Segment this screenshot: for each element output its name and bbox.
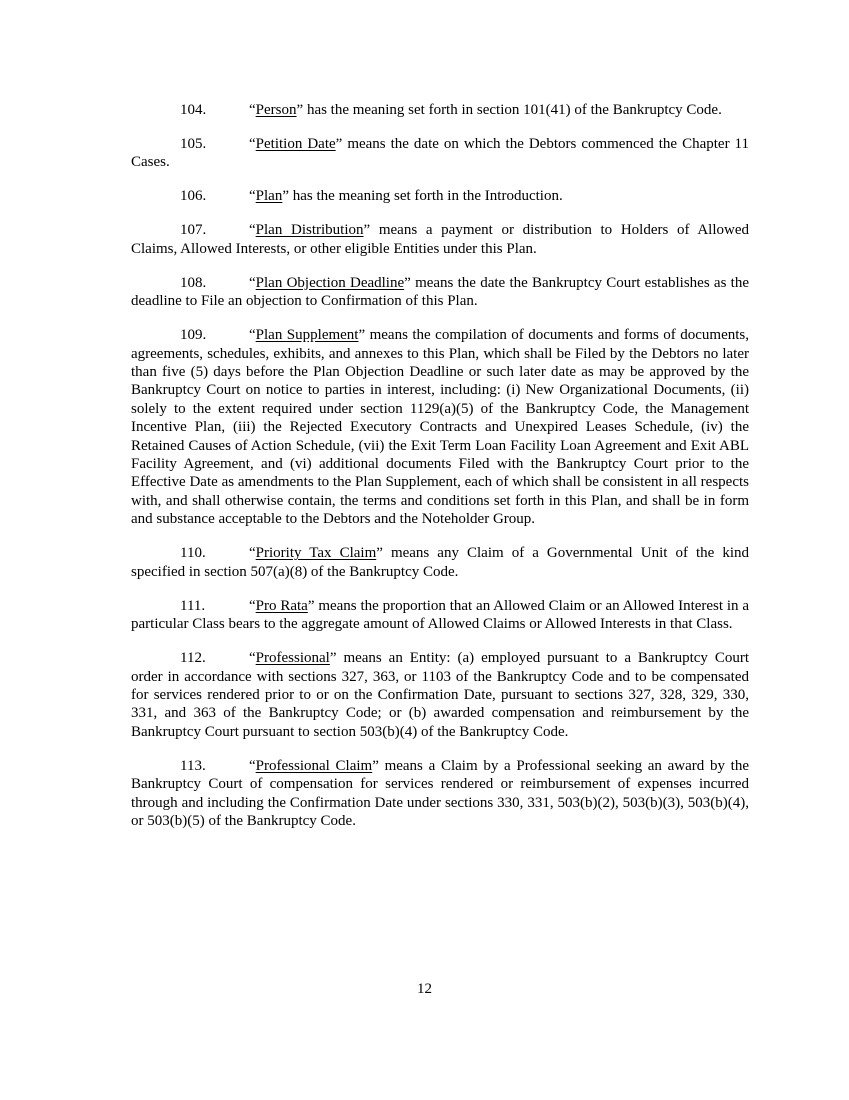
definition-text: means a payment or distribution to Holders of Allowed Claims, Allowed Interests, or other eligible Entities under this Plan. bbox=[131, 222, 749, 257]
definition-number: 111. bbox=[180, 597, 206, 614]
definition-number: 113. bbox=[180, 757, 206, 774]
defined-term: Plan Objection Deadline bbox=[255, 274, 405, 291]
definition-text: means the compilation of documents and forms of documents, agreements, schedules, exhibits, and annexes to this Plan, which shall be Filed by the Debtors no later than five (5) days before the Plan Objection Deadline or such later date as may be approved by the Bankruptcy Court on notice to parties in interest, including: (i) New Organizational Documents, (ii) solely to the extent required under section 1129(a)(5) of the Bankruptcy Code, the Management Incentive Plan, (iii) the Rejected Executory Contracts and Unexpired Leases Schedule, (iv) the Retained Causes of Action Schedule, (vii) the Exit Term Loan Facility Loan Agreement and Exit ABL Facility Agreement, and (vi) additional documents Filed with the Bankruptcy Court prior to the Effective Date as amendments to the Plan Supplement, each of which shall be consistent in all respects with, and shall otherwise contain, the terms and conditions set forth in this Plan, and shall be in form and substance acceptable to the Debtors and the Noteholder Group. bbox=[131, 327, 749, 528]
definition-text: means the date the Bankruptcy Court establishes as the deadline to File an objection to Confirmation of this Plan. bbox=[131, 274, 749, 310]
definition-112: 112. “Professional” means an Entity: (a) employed pursuant to a Bankruptcy Court order in accordance with sections 327, 363, or 1103 of the Bankruptcy Code and to be compensated for services rendered prior to or on the Confirmation Date, pursuant to sections 327, 328, 329, 330, 331, and 363 of the Bankruptcy Code; or (b) awarded compensation and reimbursement by the Bankruptcy Court pursuant to section 503(b)(4) of the Bankruptcy Code. bbox=[131, 650, 749, 740]
definition-108: 108. “Plan Objection Deadline” means the date the Bankruptcy Court establishes as the deadline to File an objection to Confirmation of this Plan. bbox=[131, 274, 749, 310]
defined-term: Plan Supplement bbox=[255, 327, 359, 344]
definition-number: 106. bbox=[180, 188, 207, 205]
definition-number: 109. bbox=[180, 327, 207, 344]
definition-104: 104. “Person” has the meaning set forth in section 101(41) of the Bankruptcy Code. bbox=[180, 102, 722, 118]
definition-109: 109. “Plan Supplement” means the compilation of documents and forms of documents, agreements, schedules, exhibits, and annexes to this Plan, which shall be Filed by the Debtors no later than five (5) days before the Plan Objection Deadline or such later date as may be approved by the Bankruptcy Court on notice to parties in interest, including: (i) New Organizational Documents, (ii) solely to the extent required under section 1129(a)(5) of the Bankruptcy Code, the Management Incentive Plan, (iii) the Rejected Executory Contracts and Unexpired Leases Schedule, (iv) the Retained Causes of Action Schedule, (vii) the Exit Term Loan Facility Loan Agreement and Exit ABL Facility Agreement, and (vi) additional documents Filed with the Bankruptcy Court prior to the Effective Date as amendments to the Plan Supplement, each of which shall be consistent in all respects with, and shall otherwise contain, the terms and conditions set forth in this Plan, and shall be in form and substance acceptable to the Debtors and the Noteholder Group. bbox=[131, 327, 749, 528]
definition-text: means a Claim by a Professional seeking an award by the Bankruptcy Court of compensation for services rendered or reimbursement of expenses incurred through and including the Confirmation Date under sections 330, 331, 503(b)(2), 503(b)(3), 503(b)(4), or 503(b)(5) of the Bankruptcy Code. bbox=[131, 757, 750, 829]
definition-113: 113. “Professional Claim” means a Claim by a Professional seeking an award by the Bankruptcy Court of compensation for services rendered or reimbursement of expenses incurred through and including the Confirmation Date under sections 330, 331, 503(b)(2), 503(b)(3), 503(b)(4), or 503(b)(5) of the Bankruptcy Code. bbox=[131, 757, 750, 829]
definition-text: means the date on which the Debtors commenced the Chapter 11 Cases. bbox=[131, 136, 749, 171]
definition-text: has the meaning set forth in section 101(41) of the Bankruptcy Code. bbox=[306, 102, 722, 118]
definition-number: 105. bbox=[180, 136, 207, 152]
document-body bbox=[131, 101, 749, 846]
defined-term: Person bbox=[255, 102, 297, 118]
defined-term: Priority Tax Claim bbox=[255, 545, 377, 562]
defined-term: Plan Distribution bbox=[255, 222, 364, 239]
definition-text: has the meaning set forth in the Introduction. bbox=[292, 188, 563, 205]
defined-term: Petition Date bbox=[255, 136, 336, 152]
definition-number: 104. bbox=[180, 102, 207, 118]
defined-term: Plan bbox=[255, 188, 283, 205]
definition-number: 108. bbox=[180, 274, 207, 291]
definition-number: 110. bbox=[180, 545, 206, 562]
definition-105: 105. “Petition Date” means the date on which the Debtors commenced the Chapter 11 Cases. bbox=[131, 136, 749, 171]
definition-number: 107. bbox=[180, 222, 207, 239]
definition-number: 112. bbox=[180, 650, 206, 667]
definition-107: 107. “Plan Distribution” means a payment or distribution to Holders of Allowed Claims, Allowed Interests, or other eligible Entities under this Plan. bbox=[131, 222, 749, 257]
definition-text: means any Claim of a Governmental Unit of the kind specified in section 507(a)(8) of the Bankruptcy Code. bbox=[131, 545, 749, 580]
page-number: 12 bbox=[417, 981, 432, 997]
definition-111: 111. “Pro Rata” means the proportion that an Allowed Claim or an Allowed Interest in a particular Class bears to the aggregate amount of Allowed Claims or Allowed Interests in that Class. bbox=[131, 597, 750, 633]
defined-term: Professional bbox=[255, 650, 330, 667]
definition-106: 106. “Plan” has the meaning set forth in the Introduction. bbox=[180, 188, 563, 205]
definition-text: means the proportion that an Allowed Claim or an Allowed Interest in a particular Class bears to the aggregate amount of Allowed Claims or Allowed Interests in that Class. bbox=[131, 597, 750, 633]
defined-term: Pro Rata bbox=[255, 597, 308, 614]
defined-term: Professional Claim bbox=[255, 757, 373, 774]
definition-110: 110. “Priority Tax Claim” means any Claim of a Governmental Unit of the kind specified in section 507(a)(8) of the Bankruptcy Code. bbox=[131, 545, 749, 580]
definition-text: means an Entity: (a) employed pursuant to a Bankruptcy Court order in accordance with sections 327, 363, or 1103 of the Bankruptcy Code and to be compensated for services rendered prior to or on the Confirmation Date, pursuant to sections 327, 328, 329, 330, 331, and 363 of the Bankruptcy Code; or (b) awarded compensation and reimbursement by the Bankruptcy Court pursuant to section 503(b)(4) of the Bankruptcy Code. bbox=[131, 650, 749, 740]
